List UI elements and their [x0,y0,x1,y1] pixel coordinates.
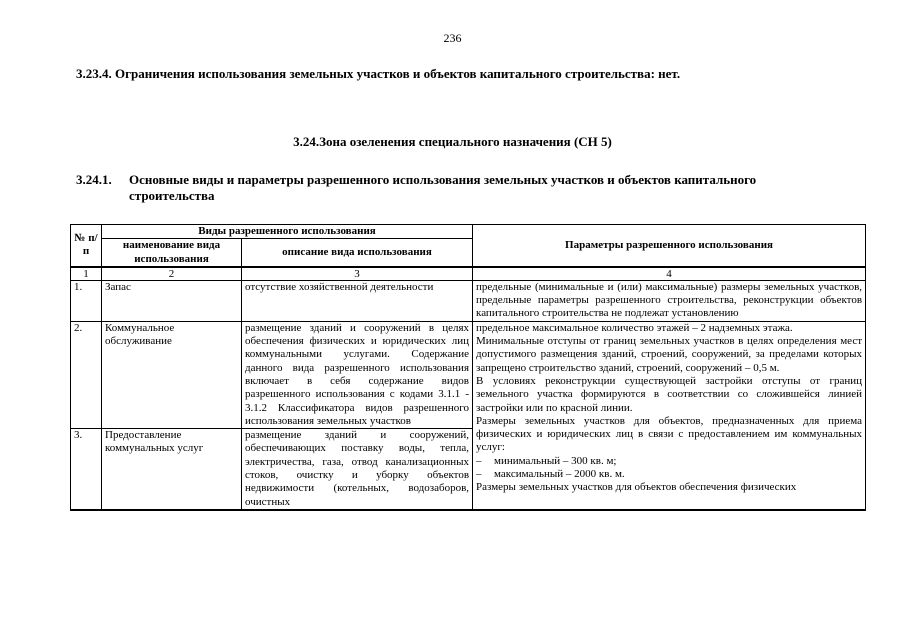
column-number-row [71,267,866,281]
page-number: 236 [443,31,462,45]
row-desc: размещение зданий и сооружений, обеспечивающих поставку воды, тепла, электричества, газа, отвод канализационных стоков, очистку и уборку объектов недвижимости (котельных, водозаборов, очистных [242,429,473,510]
section-heading-3-24-1 [76,172,846,204]
header-num: № п/п [71,225,102,267]
row-num: 2. [71,321,102,428]
row-num: 1. [71,280,102,321]
zone-title: 3.24.Зона озеленения специального назначения (СН 5) [293,134,612,149]
header-group: Виды разрешенного использования [102,225,473,239]
header-desc: описание вида использования [242,239,473,267]
col-number: 1 [71,267,102,281]
list-dash: – [476,468,482,481]
header-name: наименование вида использования [102,239,242,267]
param-paragraph: Минимальные отступы от границ земельных участков в целях определения мест допустимого размещения зданий, строений, сооружений, за пределами которых запрещено строительство зданий, строений, сооружений – 0,5 м. [476,335,863,374]
table-row [71,280,866,321]
section-title-line1: Основные виды и параметры разрешенного использования земельных участков и объектов капитального [129,172,757,187]
list-item [476,468,862,481]
list-item [476,455,862,468]
col-number: 2 [102,267,242,281]
row-desc: размещение зданий и сооружений в целях обеспечения физических и юридических лиц коммунальными услугами. Содержание данного вида разрешенного использования включает в себя содержание видов разрешенного использования с кодами 3.1.1 - 3.1.2 Классификатора видов разрешенного использования земельных участков [242,321,473,428]
row-num: 3. [71,429,102,510]
permitted-use-table [70,224,866,511]
col-number: 4 [473,267,866,281]
list-text: минимальный – 300 кв. м; [494,454,617,467]
list-dash: – [476,454,482,467]
row-name: Коммунальное обслуживание [102,321,242,428]
row-name: Предоставление коммунальных услуг [102,429,242,510]
section-number: 3.24.1. [76,172,112,187]
row-params [473,321,866,510]
row-desc: отсутствие хозяйственной деятельности [242,280,473,321]
param-paragraph: Размеры земельных участков для объектов обеспечения физических [476,481,797,494]
section-heading-3-23-4: 3.23.4. Ограничения использования земельных участков и объектов капитального строительства: нет. [76,66,681,81]
param-paragraph: Размеры земельных участков для объектов, предназначенных для приема физических и юридических лиц в связи с предоставлением им коммунальных услуг: [476,414,863,454]
row-params: предельные (минимальные и (или) максимальные) размеры земельных участков, предельные параметры разрешенного строительства, реконструкции объектов капитального строительства не подлежат установлению [473,280,866,321]
section-title-line2: строительства [129,188,215,203]
table-row [71,321,866,428]
list-text: максимальный – 2000 кв. м. [494,468,625,481]
col-number: 3 [242,267,473,281]
param-paragraph: предельное максимальное количество этажей – 2 надземных этажа. [476,321,793,334]
param-paragraph: В условиях реконструкции существующей застройки отступы от границ земельного участка формируются в соответствии со сложившейся линией застройки или по красной линии. [476,374,863,414]
row-name: Запас [102,280,242,321]
header-params: Параметры разрешенного использования [473,225,866,267]
